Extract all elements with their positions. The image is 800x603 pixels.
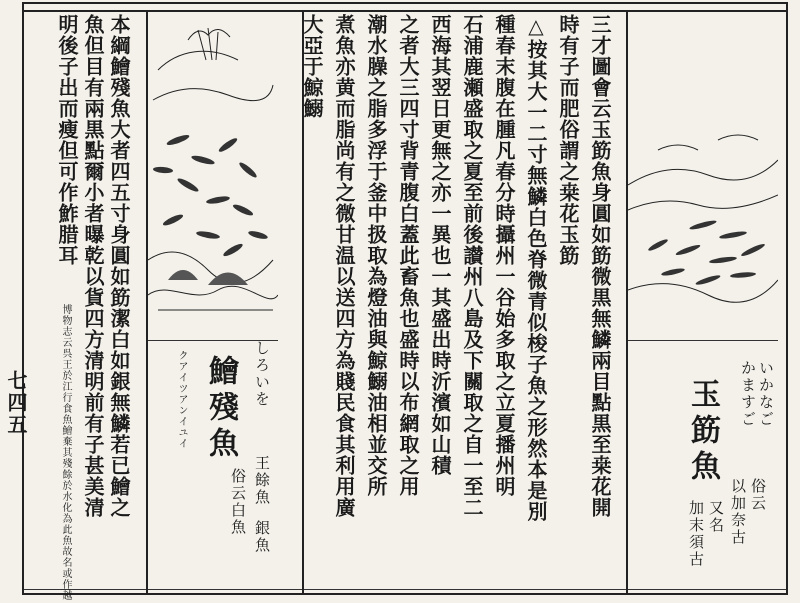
middle-text-col3: △按其大一二寸無鱗白色脊微青似梭子魚之形然本是別: [524, 14, 548, 522]
whitebait-title: 鱠殘魚: [203, 355, 238, 463]
middle-text-col10: 大亞于鯨鰯: [300, 14, 324, 119]
whitebait-illustration: [148, 10, 278, 335]
middle-text-col4: 種春末腹在腫凡春分時攝州一谷始多取之立夏播州明: [492, 14, 516, 497]
sandlance-reading-2: かますご: [739, 360, 757, 428]
middle-text-col8: 潮水臊之脂多浮于釜中扱取為燈油與鯨鰯油相並交所: [364, 14, 388, 497]
page-number: 七四五: [4, 370, 28, 436]
middle-text-col1: 三才圖會云玉筯魚身圓如筯微黒無鱗兩目點黒至桒花開: [588, 14, 612, 518]
bottom-rule: [24, 589, 786, 590]
sandlance-alias-value: 以加奈古: [729, 478, 747, 546]
left-text-col1: 本綱鱠殘魚大者四五寸身圓如筯潔白如銀無鱗若已鱠之: [107, 14, 131, 518]
sandlance-alias2-label: 又名: [707, 500, 725, 534]
sandlance-reading: いかなご: [757, 360, 775, 428]
left-text-col2: 魚但目有兩黒點爾小者曝乾以貨四方清明前有子甚美清: [81, 14, 105, 518]
middle-text-col2: 時有子而肥俗謂之桒花玉筯: [556, 14, 580, 266]
left-text-col3: 明後子出而瘦但可作鮓腊耳: [55, 14, 79, 266]
sandlance-illustration: [628, 10, 778, 335]
middle-text-col5: 石浦鹿瀬盛取之夏至前後讃州八島及下關取之自一至二: [460, 14, 484, 518]
left-text-note: 博物志云呉王於江行食魚鱠棄其殘餘於水化為此魚故名或作越: [60, 304, 71, 601]
sandlance-alias-label: 俗云: [749, 478, 767, 512]
sandlance-alias2-value: 加末須古: [687, 500, 705, 568]
whitebait-alias-1: 王餘魚: [253, 455, 271, 506]
sandlance-title: 玉筯魚: [685, 378, 720, 486]
middle-text-col6: 西海其翌日更無之亦一異也一其盛出時沂濱如山積: [428, 14, 452, 476]
whitebait-alias-3: 俗云白魚: [229, 468, 247, 536]
right-caption-rule: [628, 340, 778, 341]
whitebait-alias-2: 銀魚: [253, 520, 271, 554]
middle-text-col9: 煮魚亦黄而脂尚有之微甘温以送四方為賤民食其利用廣: [332, 14, 356, 518]
middle-text-col7: 之者大三四寸背青腹白蓋此畜魚也盛時以布網取之用: [396, 14, 420, 497]
whitebait-reading: しろいを: [253, 340, 271, 408]
whitebait-kana-reading: クアイツアンイユイ: [176, 350, 187, 449]
